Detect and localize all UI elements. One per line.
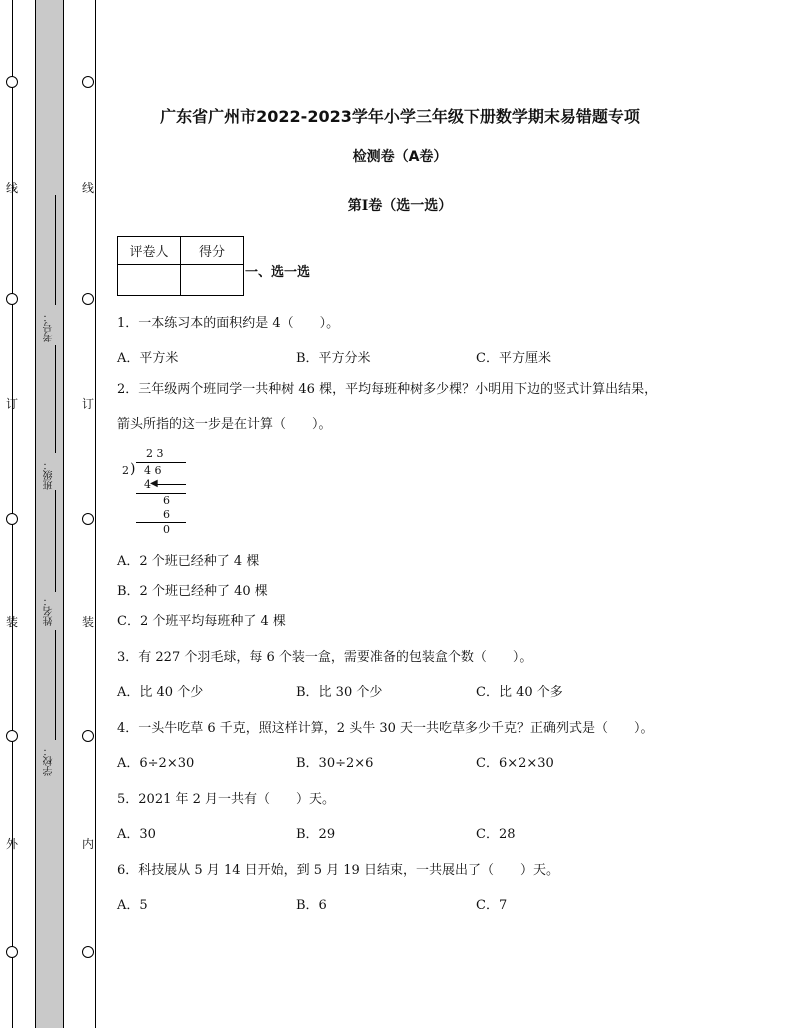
section-title: 一、选一选 [245,265,311,280]
q2-option-b[interactable]: B．2 个班已经种了 40 棵 [117,584,268,599]
q2-option-c[interactable]: C．2 个班平均每班种了 4 棵 [117,614,286,629]
q6-option-c[interactable]: C．7 [476,898,508,913]
outer-label-line: 线 [6,181,19,195]
divisor: 2 [122,464,129,477]
division-bracket: ) [130,461,136,477]
binding-hole [82,513,94,525]
exam-number-blank [55,195,56,305]
arrow [154,484,186,485]
binding-hole [82,76,94,88]
q5-option-b[interactable]: B．29 [296,827,336,842]
outer-label-mount: 装 [6,615,19,629]
q4-option-c[interactable]: C．6×2×30 [476,756,554,771]
dividend: 4 6 [144,464,162,477]
question-3: 3．有 227 个羽毛球，每 6 个装一盒，需要准备的包装盒个数（ ）。 [117,650,533,665]
q1-option-a[interactable]: A．平方米 [117,351,179,366]
q3-option-b[interactable]: B．比 30 个少 [296,685,383,700]
name-blank [55,490,56,592]
exam-number-label: 考号： [44,312,55,342]
arrow-head: ◀ [150,478,158,489]
q4-option-b[interactable]: B．30÷2×6 [296,756,374,771]
division-bar [136,462,186,463]
inner-label-line: 线 [82,181,95,195]
binding-strip [35,0,64,1028]
quotient: 2 3 [146,447,164,460]
binding-hole [6,513,18,525]
long-division-figure [118,447,198,539]
score-header: 得分 [181,237,244,265]
volume-title: 第I卷（选一选） [347,198,453,214]
q6-option-b[interactable]: B．6 [296,898,327,913]
inner-binding-line [95,0,96,1028]
name-label: 姓名： [44,596,55,626]
question-2-line2: 箭头所指的这一步是在计算（ ）。 [117,417,332,432]
outer-label-bind: 订 [6,397,19,411]
q5-option-c[interactable]: C．28 [476,827,516,842]
question-4: 4．一头牛吃草 6 千克，照这样计算，2 头牛 30 天一共吃草多少千克？正确列式是（ ）。 [117,721,654,736]
question-6: 6．科技展从 5 月 14 日开始，到 5 月 19 日结束，一共展出了（ ）天。 [117,863,559,878]
q6-option-a[interactable]: A．5 [117,898,148,913]
step-1: 4 [144,478,151,491]
score-table [117,236,244,296]
question-2: 2．三年级两个班同学一共种树 46 棵，平均每班种树多少棵？小明用下边的竖式计算出结果， [117,382,658,397]
question-1: 1．一本练习本的面积约是 4（ ）。 [117,316,340,331]
q2-option-a[interactable]: A．2 个班已经种了 4 棵 [117,554,260,569]
q5-option-a[interactable]: A．30 [117,827,156,842]
score-cell[interactable] [181,265,244,296]
q1-option-c[interactable]: C．平方厘米 [476,351,551,366]
binding-hole [6,76,18,88]
grader-header: 评卷人 [118,237,181,265]
grader-cell[interactable] [118,265,181,296]
school-label: 学校： [44,746,55,776]
page-title-line2: 检测卷（A卷） [352,149,448,165]
inner-label-inside: 内 [82,837,95,851]
q1-option-b[interactable]: B．平方分米 [296,351,371,366]
school-blank [55,630,56,740]
outer-label-outside: 外 [6,837,19,851]
binding-hole [6,730,18,742]
remainder: 0 [163,523,170,536]
step-2: 6 [163,494,170,507]
class-label: 班级： [44,460,55,490]
inner-label-mount: 装 [82,615,95,629]
binding-hole [82,946,94,958]
subtraction-line-2 [136,522,186,523]
question-5: 5．2021 年 2 月一共有（ ）天。 [117,792,336,807]
binding-hole [82,293,94,305]
binding-hole [82,730,94,742]
inner-label-bind: 订 [82,397,95,411]
binding-hole [6,946,18,958]
class-blank [55,345,56,453]
q4-option-a[interactable]: A．6÷2×30 [117,756,195,771]
subtraction-line-1 [136,493,186,494]
q3-option-c[interactable]: C．比 40 个多 [476,685,563,700]
page-title: 广东省广州市2022-2023学年小学三年级下册数学期末易错题专项 [160,107,640,126]
q3-option-a[interactable]: A．比 40 个少 [117,685,204,700]
binding-hole [6,293,18,305]
step-3: 6 [163,508,170,521]
